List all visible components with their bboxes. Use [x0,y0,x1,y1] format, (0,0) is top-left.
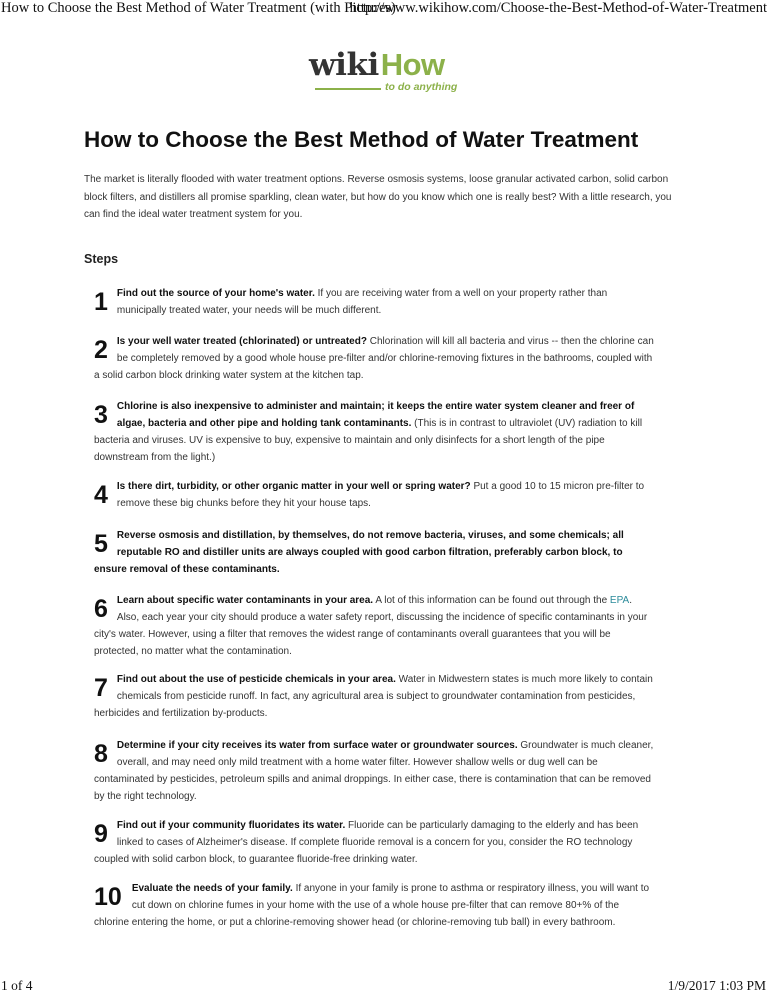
step-text-continued: . Also, each year your city should produce a water safety report, discussing the incidence of specific contaminants in your city's water. However, using a filter that removes the widest range of contaminants overall guarantees that you will be protected, no matter what the contamination. [94,595,648,657]
logo-tagline: to do anything [385,81,458,93]
step-10 [94,880,656,931]
logo-wordmark [309,48,445,82]
step-1 [94,285,656,319]
step-headline: Chlorine is also inexpensive to administer and maintain; it keeps the entire water system cleaner and freer of algae, bacteria and other pipe and holding tank contaminants. [116,401,635,429]
page-url: http://www.wikihow.com/Choose-the-Best-Method-of-Water-Treatment [349,0,767,16]
step-text: Water in Midwestern states is much more likely to contain chemicals from pesticide runoff. In fact, any agricultural area is subject to groundwater contamination from pesticides, herbicides and fertilization by-products. [94,674,653,719]
step-number: 8 [94,740,108,768]
step-number: 4 [94,481,108,509]
step-headline: Find out the source of your home's water. [116,288,315,299]
step-headline: Find out if your community fluoridates its water. [116,820,346,831]
step-number: 10 [94,883,122,911]
logo-wiki: wiki [309,47,379,83]
article-title: How to Choose the Best Method of Water Treatment [84,127,639,152]
step-text: If you are receiving water from a well on your property rather than municipally treated water, your needs will be much different. [116,288,608,316]
logo-how: How [380,47,445,82]
logo-underline [315,88,381,90]
step-8 [94,737,656,805]
step-6 [94,592,656,660]
step-number: 3 [94,401,108,429]
step-9 [94,817,656,868]
step-3 [94,398,656,466]
page-title-header: How to Choose the Best Method of Water Treatment (with Pictures) [1,0,396,16]
step-headline: Is your well water treated (chlorinated) or untreated? [116,336,367,347]
step-headline: Reverse osmosis and distillation, by themselves, do not remove bacteria, viruses, and some chemicals; all reputable RO and distiller units are always coupled with good carbon filtration, preferably carbon block, to ensure removal of these contaminants. [94,530,624,575]
step-number: 1 [94,288,108,316]
step-number: 5 [94,530,108,558]
page-count: 1 of 4 [1,978,33,993]
wikihow-logo[interactable] [309,48,461,96]
print-header [0,0,768,18]
print-footer [0,976,768,996]
step-text: A lot of this information can be found out through the [373,595,610,606]
step-number: 7 [94,674,108,702]
steps-heading: Steps [84,252,119,266]
step-text: Put a good 10 to 15 micron pre-filter to remove these big chunks before they hit your house taps. [116,481,645,509]
step-headline: Evaluate the needs of your family. [131,883,293,894]
step-text: Fluoride can be particularly damaging to the elderly and has been linked to cases of Alzheimer's disease. If complete fluoride removal is a concern for you, consider the RO technology coupled with solid carbon block, to guarantee fluoride-free drinking water. [94,820,639,865]
print-datetime: 1/9/2017 1:03 PM [667,978,766,993]
step-text: Groundwater is much cleaner, overall, and may need only mild treatment with a home water filter. However shallow wells or dug well can be contaminated by pesticides, petroleum spills and animal droppings. In either case, there is contamination that can be removed by the right technology. [94,740,654,802]
step-number: 9 [94,820,108,848]
step-4 [94,478,656,512]
step-headline: Learn about specific water contaminants in your area. [116,595,374,606]
step-headline: Find out about the use of pesticide chemicals in your area. [116,674,396,685]
step-headline: Is there dirt, turbidity, or other organic matter in your well or spring water? [116,481,471,492]
epa-link[interactable]: EPA [609,595,630,606]
step-5 [94,527,656,578]
step-2 [94,333,656,384]
article-intro: The market is literally flooded with water treatment options. Reverse osmosis systems, loose granular activated carbon, solid carbon block filters, and distillers all promise sparkling, clean water, but how do you know which one is really best? With a little research, you can find the ideal water treatment system for you. [84,174,672,220]
step-7 [94,671,656,722]
step-number: 6 [94,595,108,623]
step-headline: Determine if your city receives its water from surface water or groundwater sources. [116,740,518,751]
step-text: If anyone in your family is prone to asthma or respiratory illness, you will want to cut down on chlorine fumes in your home with the use of a whole house pre-filter that can remove 80+% of the chlorine entering the home, or put a chlorine-removing shower head (or chlorine-removing tub ball) in every bathroom. [94,883,650,928]
step-text: (This is in contrast to ultraviolet (UV) radiation to kill bacteria and viruses. UV is expensive to buy, expensive to maintain and only disinfects for a short length of the pipe downstream from the light.) [94,418,643,463]
step-text: Chlorination will kill all bacteria and virus -- then the chlorine can be completely removed by a good whole house pre-filter and/or chlorine-removing fixtures in the bathrooms, coupled with a solid carbon block drinking water system at the kitchen tap. [94,336,654,381]
step-number: 2 [94,336,108,364]
